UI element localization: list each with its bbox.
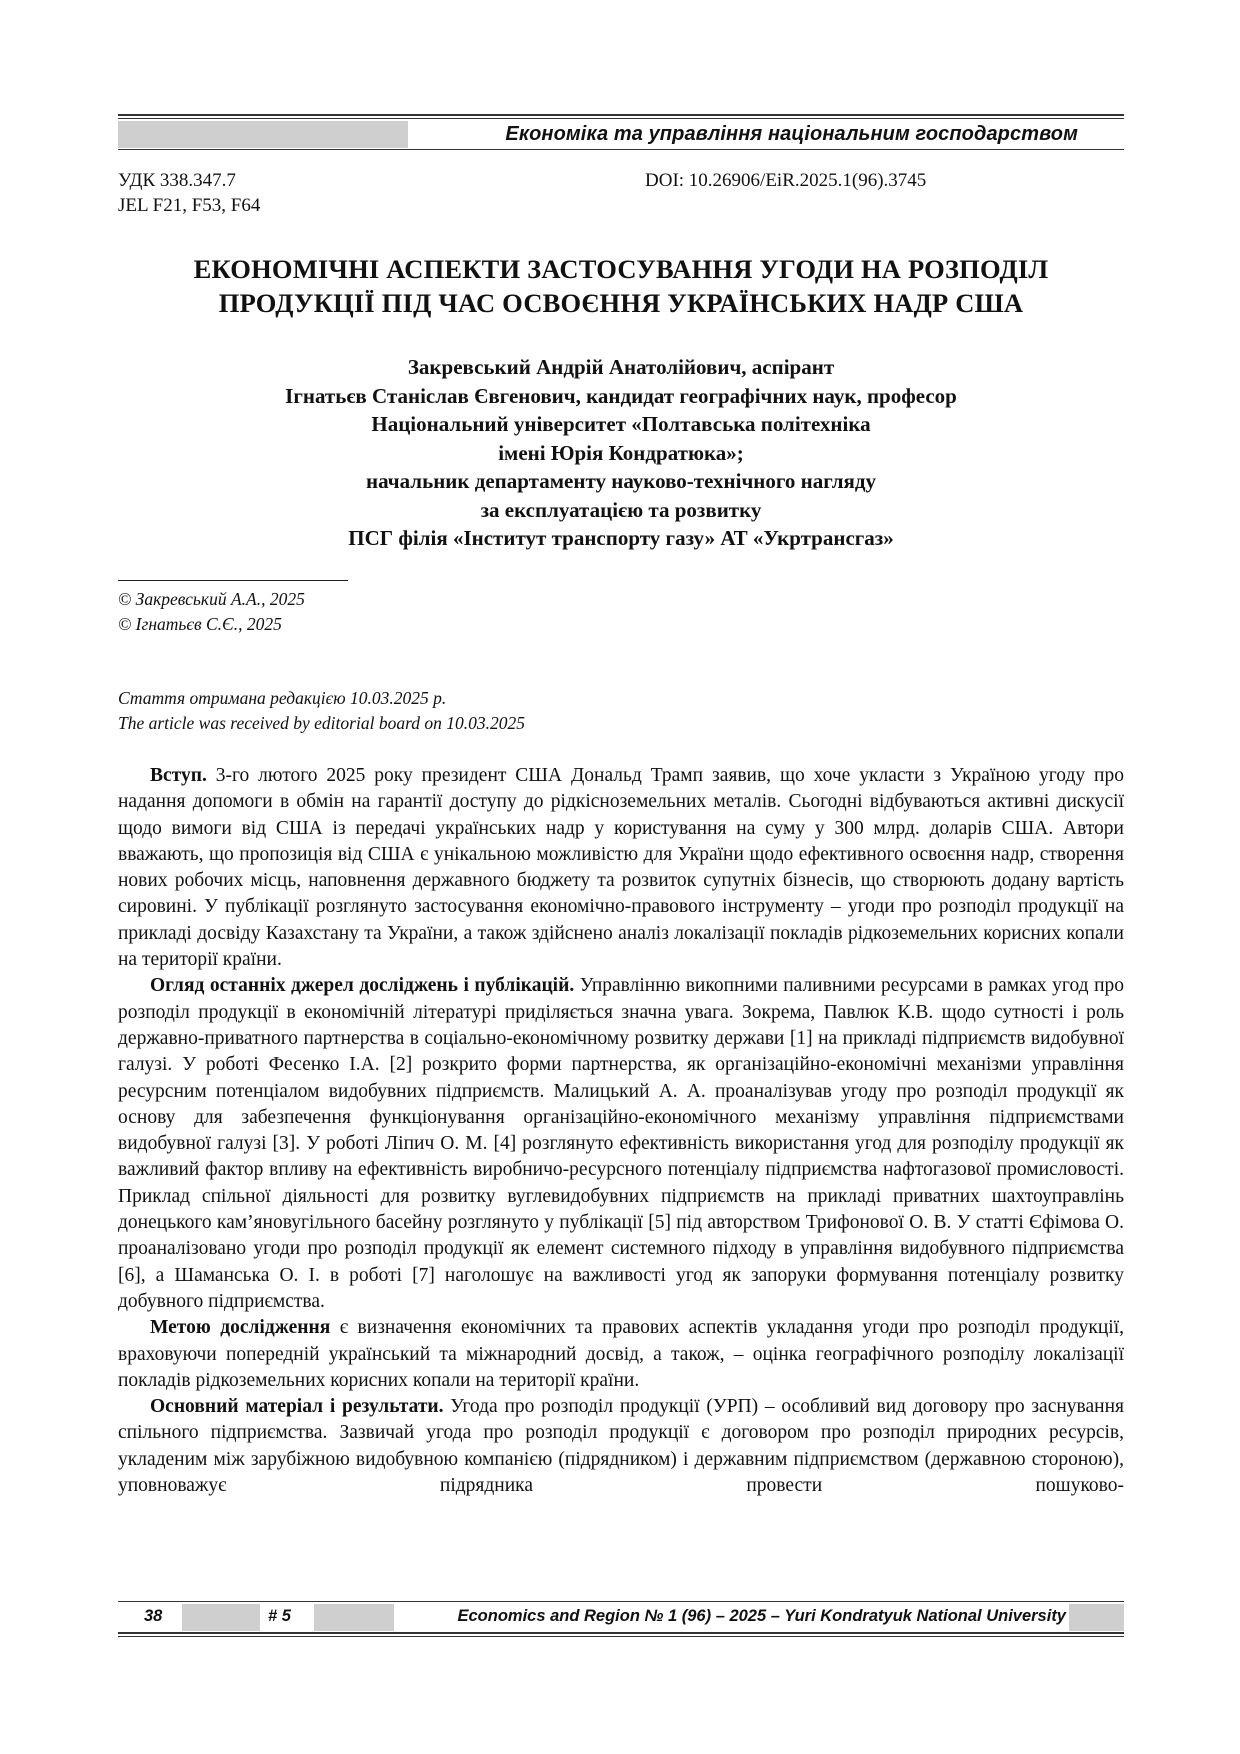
- copyright-block: [118, 587, 305, 637]
- affiliation-line: за експлуатацією та розвитку: [480, 497, 762, 522]
- affiliation-line: Національний університет «Полтавська політехніка: [371, 412, 871, 436]
- article-body: [118, 763, 1124, 1499]
- running-header: [118, 121, 1124, 148]
- header-rule-bottom: [118, 149, 1124, 150]
- doi: DOI: 10.26906/EiR.2025.1(96).3745: [645, 170, 927, 191]
- author-line: Закревський Андрій Анатолійович, аспірант: [407, 355, 835, 379]
- paragraph-introduction: [118, 763, 1124, 973]
- footnote-rule: [118, 580, 348, 581]
- footer-rule-bottom: [118, 1632, 1124, 1634]
- footer-gray-block: [182, 1604, 260, 1631]
- received-note: [118, 686, 525, 736]
- udk-code: УДК 338.347.7: [118, 170, 236, 191]
- paragraph-heading: Метою дослідження: [150, 1317, 331, 1339]
- journal-section-title: Економіка та управління національним господарством: [505, 123, 1078, 145]
- jel-codes: JEL F21, F53, F64: [118, 195, 261, 216]
- footer-rule-top: [118, 1601, 1124, 1602]
- affiliation-line: начальник департаменту науково-технічного нагляду: [366, 469, 876, 493]
- received-ua: Стаття отримана редакцією 10.03.2025 р.: [118, 688, 447, 708]
- paragraph-text: Управлінню викопними паливними ресурсами в рамках угод про розподіл продукції в економічній літературі приділяється значна увага. Зокрема, Павлюк К.В. щодо сутності і роль державно-приватного партнерства в соціально-економічному розвитку держави [1] на прикладі підприємств видобувної галузі. У роботі Фесенко І.А. [2] розкрито форми партнерства, як організаційно-економічні механізми управління ресурсним потенціалом видобувних підприємств. Малицький А. А. проаналізував угоду про розподіл продукції як основу для забезпечення функціонування організаційно-економічного механізму управління підприємствами видобувної галузі [3]. У роботі Ліпич О. М. [4] розглянуто ефективність використання угод для розподілу продукції як важливий фактор впливу на ефективність виробничо-ресурсного потенціалу підприємства нафтогазової промисловості. Приклад спільної діяльності для розвитку вуглевидобувних підприємств на прикладі приватних шахтоуправлінь донецького кам’яновугільного басейну розглянуто у публікації [5] під авторством Трифонової О. В. У статті Єфімова О. проаналізовано угоди про розподіл продукції як елемент системного підходу в управління видобувного підприємства [6], а Шаманська О. І. в роботі [7] наголошує на важливості угод як запоруки формування потенціалу розвитку добувного підприємства.: [118, 975, 1125, 1312]
- paragraph-main-material: [118, 1394, 1124, 1499]
- paragraph-literature-review: [118, 973, 1124, 1315]
- paragraph-heading: Основний матеріал і результати.: [150, 1396, 444, 1418]
- received-en: The article was received by editorial board on 10.03.2025: [118, 713, 525, 733]
- copyright-line: © Закревський А.А., 2025: [118, 589, 305, 609]
- article-title: [118, 252, 1124, 320]
- footer-gray-block: [314, 1604, 394, 1631]
- paragraph-aim: [118, 1315, 1124, 1394]
- article-title-line: ЕКОНОМІЧНІ АСПЕКТИ ЗАСТОСУВАННЯ УГОДИ НА РОЗПОДІЛ: [193, 254, 1049, 284]
- article-title-line: ПРОДУКЦІЇ ПІД ЧАС ОСВОЄННЯ УКРАЇНСЬКИХ НАДР США: [218, 288, 1024, 318]
- page-number: 38: [144, 1607, 163, 1625]
- header-rule-top: [118, 114, 1124, 116]
- paragraph-text: є визначення економічних та правових аспектів укладання угоди про розподіл продукції, враховуючи попередній український та міжнародний досвід, а також, – оцінка географічного розподілу локалізації покладів рідкоземельних корисних копали на території країни.: [118, 1317, 1124, 1391]
- issue-number: # 5: [268, 1607, 291, 1625]
- affiliation-line: імені Юрія Кондратюка»;: [498, 440, 744, 465]
- journal-footer-title: Economics and Region № 1 (96) – 2025 – Yuri Kondratyuk National University: [457, 1607, 1066, 1625]
- author-block: [118, 353, 1124, 553]
- copyright-line: © Ігнатьєв С.Є., 2025: [118, 614, 282, 634]
- footer-rule-bottom-thin: [118, 1636, 1124, 1637]
- affiliation-line: ПСГ філія «Інститут транспорту газу» АТ «Укртрансгаз»: [348, 526, 894, 550]
- author-line: Ігнатьєв Станіслав Євгенович, кандидат географічних наук, професор: [285, 383, 957, 408]
- header-rule-top-thin: [118, 118, 1124, 119]
- running-footer: [118, 1604, 1124, 1631]
- paragraph-heading: Вступ.: [150, 765, 207, 786]
- header-gray-block: [118, 121, 408, 148]
- footer-gray-block: [1069, 1604, 1124, 1631]
- paragraph-text: Угода про розподіл продукції (УРП) – особливий вид договору про заснування спільного підприємства. Зазвичай угода про розподіл продукції є договором про розподіл природних ресурсів, укладеним між зарубіжною видобувною компанією (підрядником) і державним підприємством (державною стороною), уповноважує підрядника провести пошуково-: [118, 1396, 1124, 1497]
- paragraph-heading: Огляд останніх джерел досліджень і публікацій.: [150, 975, 575, 997]
- paragraph-text: 3-го лютого 2025 року президент США Дональд Трамп заявив, що хоче укласти з Україною угоду про надання допомоги в обмін на гарантії доступу до рідкісноземельних металів. Сьогодні відбуваються активні дискусії щодо вимоги від США із передачі українських надр у користування на суму у 300 млрд. доларів США. Автори вважають, що пропозиція від США є унікальною можливістю для України щодо ефективного освоєння надр, створення нових робочих місць, наповнення державного бюджету та розвиток супутніх бізнесів, що створюють додану вартість сировині. У публікації розглянуто застосування економічно-правового інструменту – угоди про розподіл продукції на прикладі досвіду Казахстану та України, а також здійснено аналіз локалізації покладів рідкоземельних корисних копали на території країни.: [118, 765, 1124, 971]
